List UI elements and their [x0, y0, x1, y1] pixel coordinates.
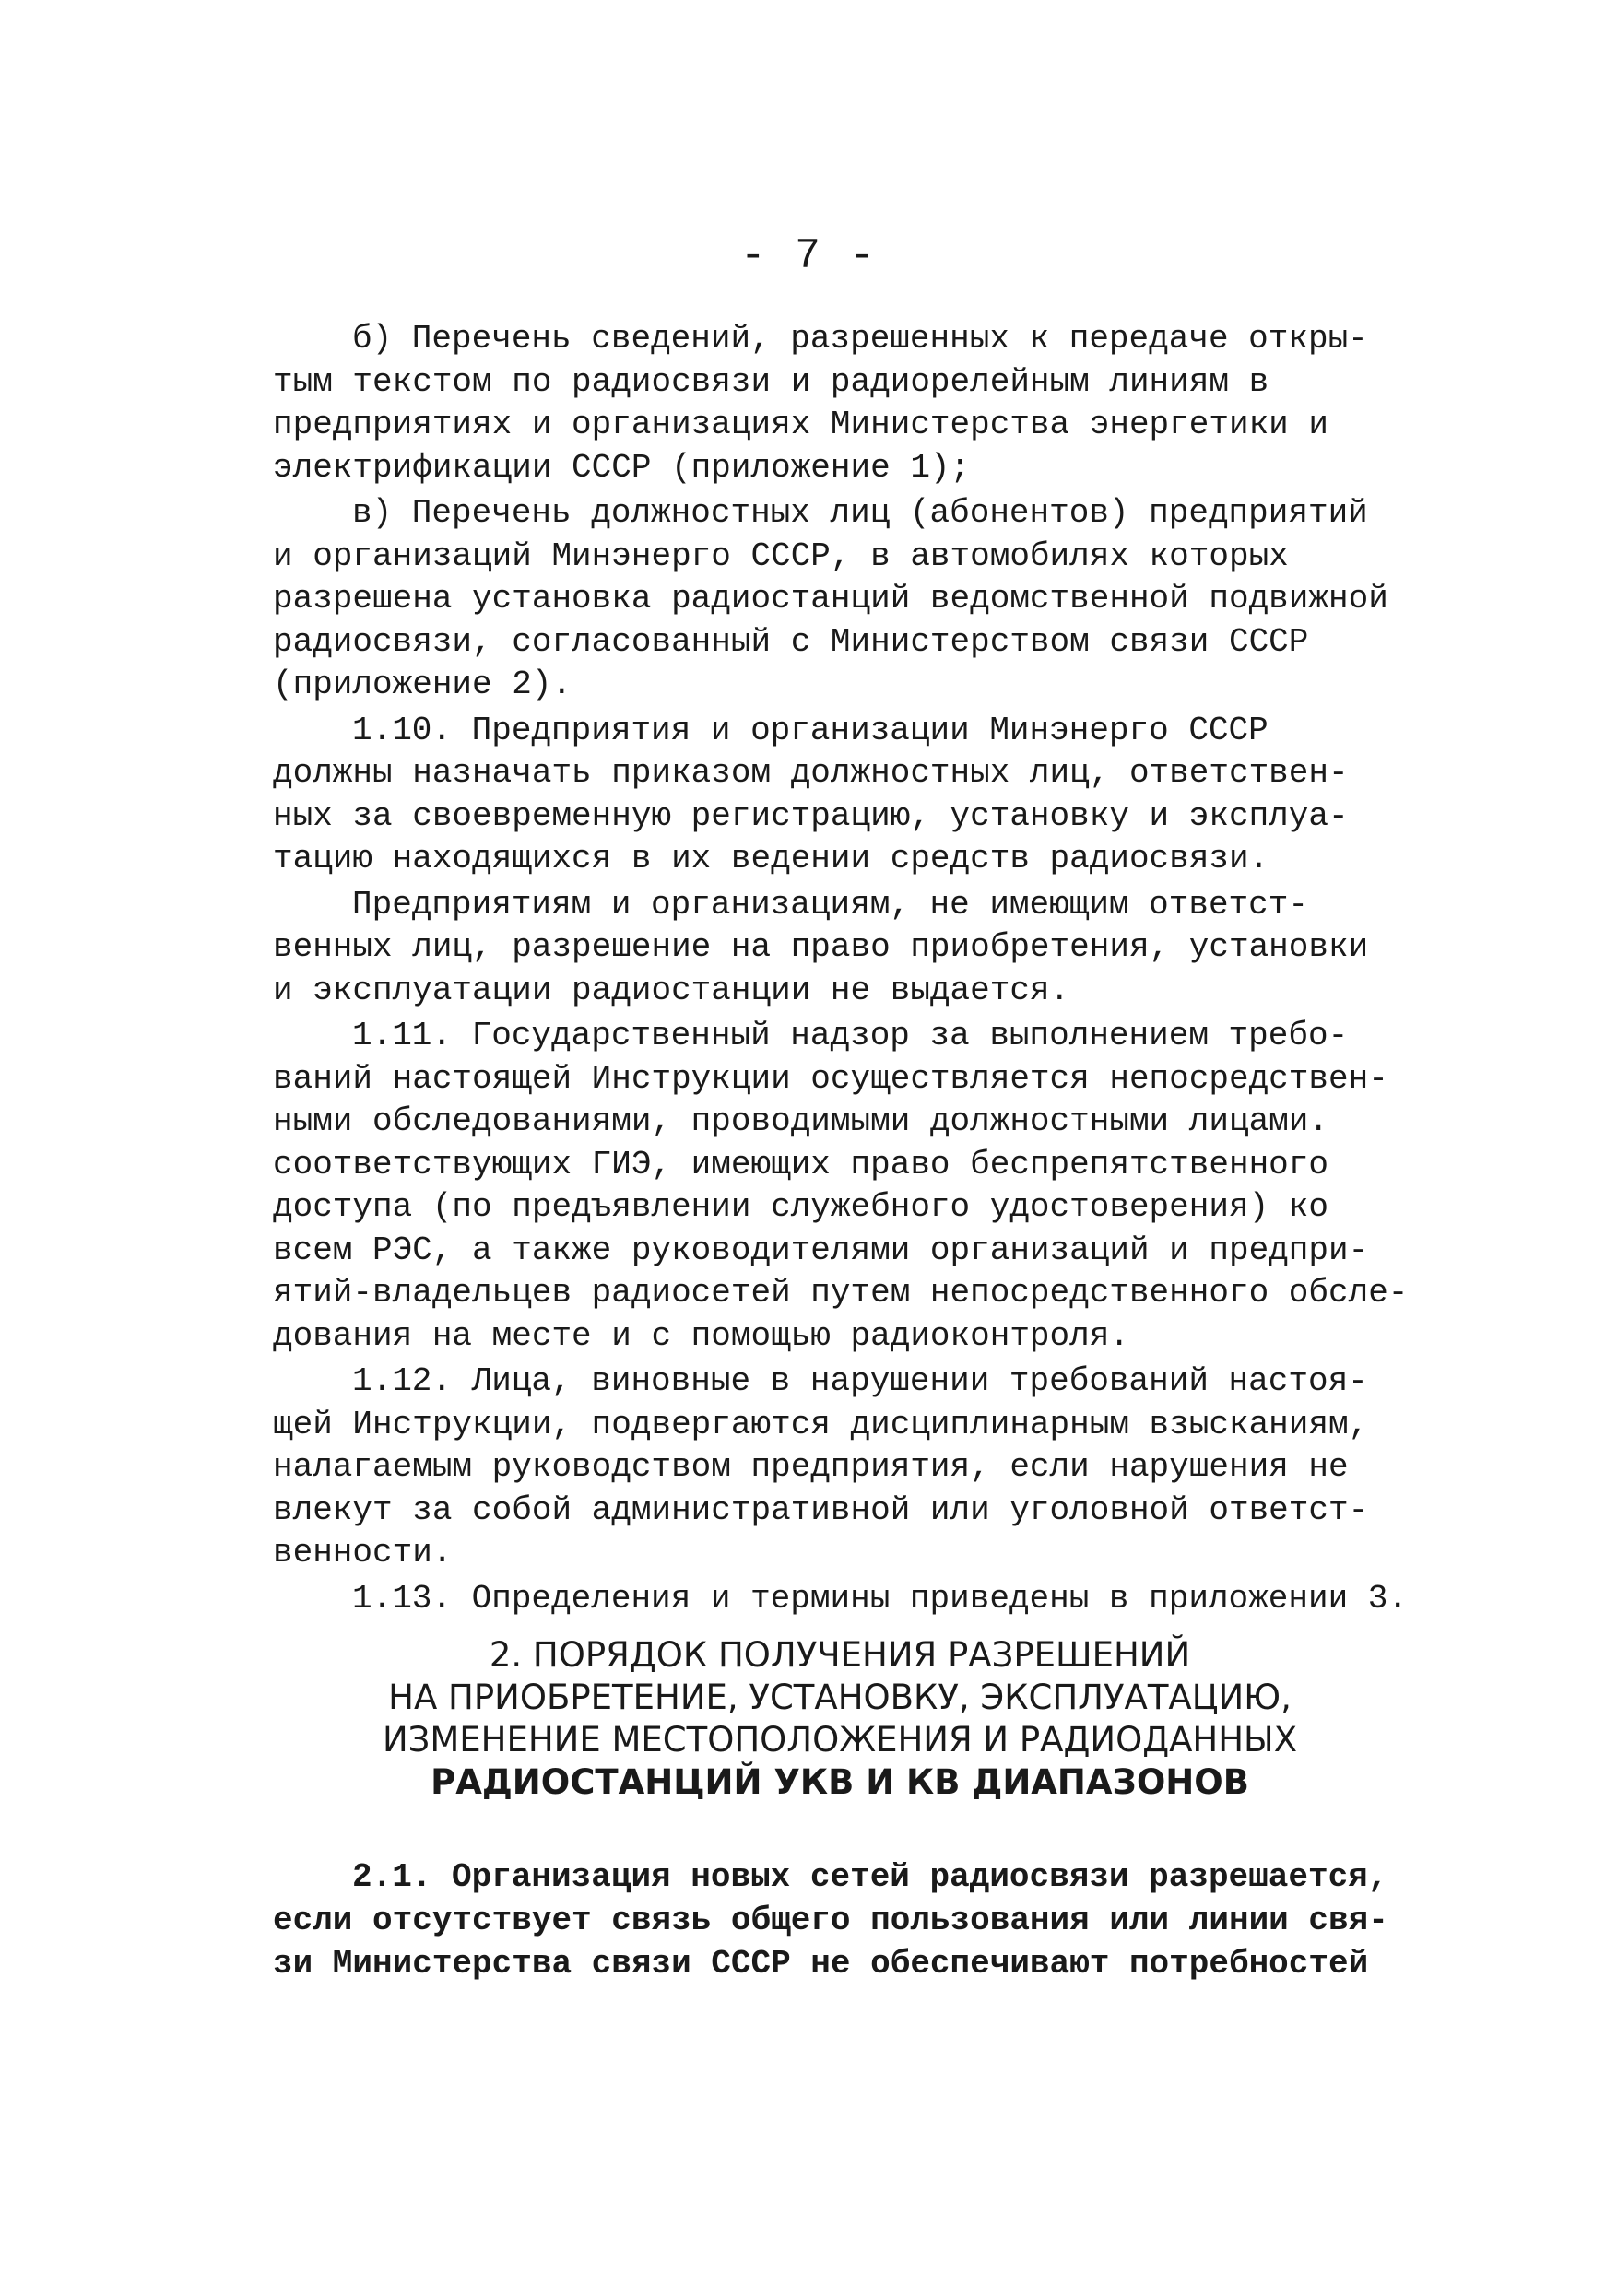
text-line: щей Инструкции, подвергаются дисциплинарным взысканиям, [273, 1405, 1369, 1443]
text-line: б) Перечень сведений, разрешенных к передаче откры- [352, 320, 1368, 358]
text-line: (приложение 2). [273, 665, 572, 703]
text-line: 1.10. Предприятия и организации Минэнерго СССР [352, 711, 1269, 749]
text-line: ных за своевременную регистрацию, установку и эксплуа- [273, 796, 1349, 835]
text-line: зи Министерства связи СССР не обеспечивают потребностей [273, 1945, 1369, 1983]
heading-line: РАДИОСТАНЦИЙ УКВ И КВ ДИАПАЗОНОВ [431, 1762, 1249, 1802]
text-line: электрификации СССР (приложение 1); [273, 448, 971, 487]
text-line: 1.12. Лица, виновные в нарушении требований настоя- [352, 1362, 1368, 1400]
heading-line: 2. ПОРЯДОК ПОЛУЧЕНИЯ РАЗРЕШЕНИЙ [489, 1635, 1191, 1675]
text-line: и эксплуатации радиостанции не выдается. [273, 971, 1070, 1009]
text-line: дования на месте и с помощью радиоконтроля. [273, 1316, 1129, 1355]
text-line: 1.11. Государственный надзор за выполнением требо- [352, 1017, 1349, 1054]
text-line: венных лиц, разрешение на право приобретения, установки [273, 928, 1369, 966]
section-body [273, 1855, 1434, 1985]
document-body [273, 318, 1407, 1620]
text-line: должны назначать приказом должностных лиц, ответствен- [273, 754, 1349, 792]
text-line: венности. [273, 1534, 453, 1572]
text-line: ятий-владельцев радиосетей путем непосредственного обсле- [273, 1274, 1409, 1312]
text-line: предприятиях и организациях Министерства энергетики и [273, 406, 1328, 443]
text-line: в) Перечень должностных лиц (абонентов) предприятий [352, 494, 1368, 532]
text-line: налагаемым руководством предприятия, если нарушения не [273, 1448, 1349, 1486]
text-line: доступа (по предъявлении служебного удостоверения) ко [273, 1188, 1328, 1226]
text-line: 2.1. Организация новых сетей радиосвязи разрешается, [352, 1858, 1388, 1896]
text-line: ваний настоящей Инструкции осуществляется непосредствен- [273, 1059, 1388, 1098]
section-heading [273, 1634, 1407, 1804]
text-line: ными обследованиями, проводимыми должностными лицами. [273, 1102, 1328, 1140]
text-line: всем РЭС, а также руководителями организаций и предпри- [273, 1230, 1369, 1269]
text-line: влекут за собой административной или уголовной ответст- [273, 1490, 1369, 1529]
text-line: радиосвязи, согласованный с Министерством связи СССР [273, 622, 1309, 661]
text-line: тацию находящихся в их ведении средств радиосвязи. [273, 840, 1269, 877]
text-line: разрешена установка радиостанций ведомственной подвижной [273, 580, 1388, 618]
heading-line: ИЗМЕНЕНИЕ МЕСТОПОЛОЖЕНИЯ И РАДИОДАННЫХ [382, 1720, 1298, 1760]
text-line: тым текстом по радиосвязи и радиорелейным линиям в [273, 362, 1269, 401]
text-line: соответствующих ГИЭ, имеющих право беспрепятственного [273, 1145, 1328, 1183]
text-line: Предприятиям и организациям, не имеющим ответст- [352, 885, 1308, 924]
page-number: - 7 - [739, 232, 878, 280]
text-line: если отсутствует связь общего пользования или линии свя- [273, 1902, 1388, 1939]
text-line: 1.13. Определения и термины приведены в приложении 3. [352, 1579, 1408, 1618]
text-line: и организаций Минэнерго СССР, в автомобилях которых [273, 536, 1289, 575]
heading-line: НА ПРИОБРЕТЕНИЕ, УСТАНОВКУ, ЭКСПЛУАТАЦИЮ, [388, 1678, 1292, 1717]
